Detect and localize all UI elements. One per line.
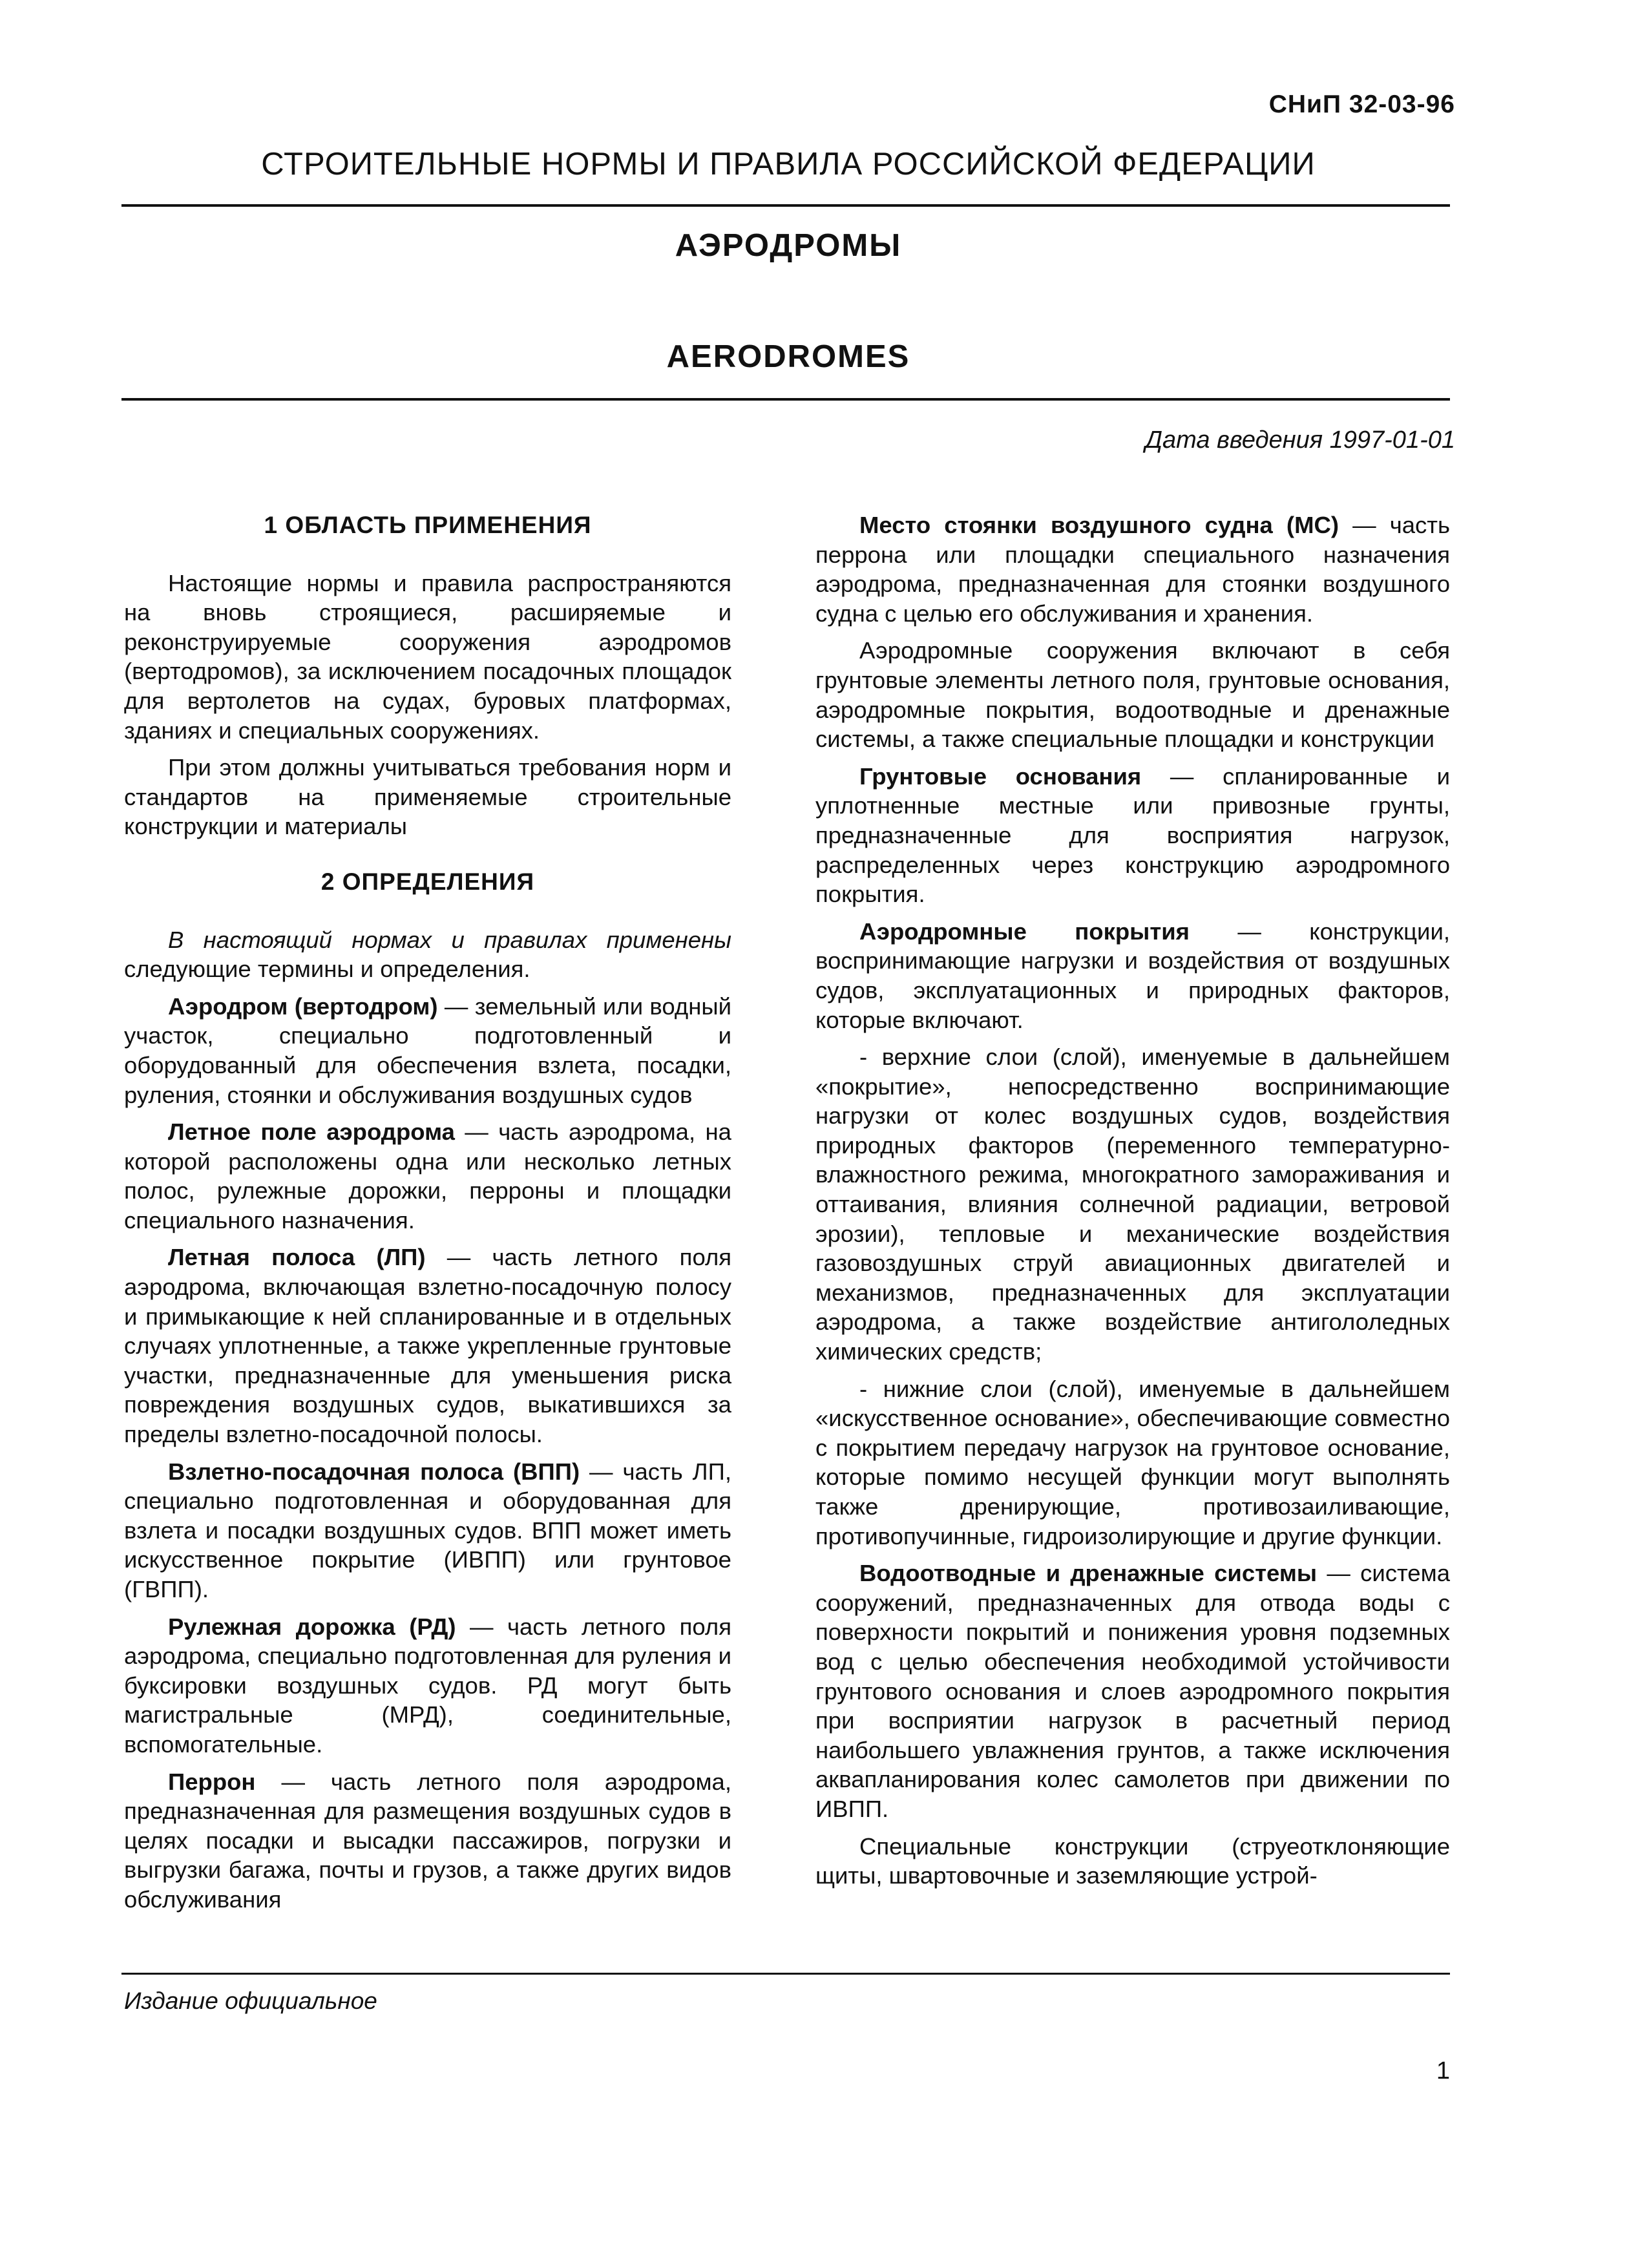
- definition-text: — спланированные и уплотненные местные или привозные грунты, предназначенные для восприятия нагрузок, распределенных через конструкцию аэродромного покрытия.: [815, 762, 1451, 908]
- definition-term: Место стоянки воздушного судна (МС): [859, 512, 1339, 538]
- upper-layers-item: - верхние слои (слой), именуемые в дальнейшем «покрытие», непосредственно воспринимающие нагрузки от колес воздушных судов, воздействия природных факторов (переменного температурно-влажностного режима, многократного замораживания и оттаивания, влияния солнечной радиации, ветровой эрозии), тепловые и механические воздействия газовоздушных струй авиационных двигателей и механизмов, предназначенных для эксплуатации аэродрома, а также воздействие антигололедных химических средств;: [815, 1044, 1450, 1365]
- definition-term: Водоотводные и дренажные системы: [859, 1560, 1318, 1587]
- definition-term: Аэродром (вертодром): [168, 992, 438, 1020]
- definition-term: Аэродромные покрытия: [859, 918, 1190, 945]
- definition-term: Летная полоса (ЛП): [168, 1244, 426, 1271]
- definition-text: — конструкции, воспринимающие нагрузки и воздействия от воздушных судов, эксплуатационных и природных факторов, которые включают.: [815, 918, 1450, 1033]
- definition-taxiway: [124, 1612, 731, 1759]
- definition-text: — часть перрона или площадки специального назначения аэродрома, предназначенная для стоянки воздушного судна с целью его обслуживания и хранения.: [815, 512, 1450, 627]
- definition-aerodrome: [124, 992, 731, 1109]
- definitions-intro-rest: следующие термины и определения.: [124, 956, 530, 983]
- definition-text: — система сооружений, предназначенных для отвода воды с поверхности покрытий и понижения уровня подземных вод с целью обеспечения необходимой устойчивости грунтового основания и слоев аэродромного покрытия при восприятии нагрузок в расчетный период наибольшего увлажнения грунтов, а также исключения аквапланирования колес самолетов при движении по ИВПП.: [815, 1560, 1450, 1822]
- definition-flight-strip: [124, 1243, 731, 1449]
- definition-term: Грунтовые основания: [859, 762, 1142, 790]
- document-title-en: AERODROMES: [666, 339, 910, 374]
- lower-layers-item: - нижние слои (слой), именуемые в дальнейшем «искусственное основание», обеспечивающие совместно с покрытием передачу нагрузок на грунтовое основание, которые помимо несущей функции могут выполнять также дренирующие, противозаиливающие, противопучинные, гидроизолирующие и другие функции.: [815, 1375, 1450, 1549]
- definition-ground-base: [815, 762, 1450, 909]
- top-rule: [121, 204, 1450, 207]
- right-column: [815, 510, 1450, 1898]
- special-structures-paragraph: Специальные конструкции (струеотклоняющие щиты, швартовочные и заземляющие устрой-: [815, 1832, 1450, 1889]
- definition-text: — земельный или водный участок, специально подготовленный и оборудованный для обеспечения взлета, посадки, руления, стоянки и обслуживания воздушных судов: [124, 992, 731, 1108]
- footer-rule: [121, 1973, 1450, 1975]
- definition-airfield: [124, 1117, 731, 1235]
- introduction-date: Дата введения 1997-01-01: [1145, 426, 1455, 454]
- definition-text: — часть летного поля аэродрома, предназначенная для размещения воздушных судов в целях посадки и высадки пассажиров, погрузки и выгрузки багажа, почты и грузов, а также других видов обслуживания: [124, 1768, 731, 1913]
- scope-paragraph-2: При этом должны учитываться требования норм и стандартов на применяемые строительные конструкции и материалы: [124, 754, 731, 840]
- section-heading-definitions: 2 ОПРЕДЕЛЕНИЯ: [320, 868, 535, 895]
- definitions-intro-italic: В настоящий нормах и правилах применены: [168, 926, 731, 953]
- definition-text: — часть аэродрома, на которой расположены одна или несколько летных полос, рулежные дорожки, перроны и площадки специального назначения.: [124, 1118, 731, 1234]
- section-heading-scope: 1 ОБЛАСТЬ ПРИМЕНЕНИЯ: [264, 512, 592, 538]
- page-number: 1: [1436, 2057, 1450, 2084]
- definitions-intro: [124, 925, 731, 984]
- official-edition-note: Издание официальное: [124, 1988, 377, 2014]
- definition-term: Летное поле аэродрома: [168, 1118, 455, 1146]
- aerodrome-structures-paragraph: Аэродромные сооружения включают в себя грунтовые элементы летного поля, грунтовые основания, аэродромные покрытия, водоотводные и дренажные системы, а также специальные площадки и конструкции: [815, 637, 1450, 753]
- definition-aircraft-stand: [815, 510, 1450, 628]
- definition-pavements: [815, 917, 1450, 1034]
- definition-runway: [124, 1457, 731, 1604]
- definition-text: — часть летного поля аэродрома, специально подготовленная для руления и буксировки воздушных судов. РД могут быть магистральные (МРД), соединительные, вспомогательные.: [124, 1613, 731, 1758]
- left-column: [124, 510, 731, 1922]
- standard-title: СТРОИТЕЛЬНЫЕ НОРМЫ И ПРАВИЛА РОССИЙСКОЙ ФЕДЕРАЦИИ: [261, 147, 1316, 182]
- document-title-ru: АЭРОДРОМЫ: [675, 228, 902, 263]
- definition-text: — часть ЛП, специально подготовленная и оборудованная для взлета и посадки воздушных судов. ВПП может иметь искусственное покрытие (ИВПП) или грунтовое (ГВПП).: [124, 1458, 731, 1602]
- document-code: СНиП 32-03-96: [1268, 90, 1455, 118]
- definition-term: Перрон: [168, 1768, 256, 1795]
- scope-paragraph-1: Настоящие нормы и правила распространяются на вновь строящиеся, расширяемые и реконструируемые сооружения аэродромов (вертодромов), за исключением посадочных площадок для вертолетов на судах, буровых платформах, зданиях и специальных сооружениях.: [124, 569, 731, 744]
- definition-term: Взлетно-посадочная полоса (ВПП): [168, 1458, 580, 1485]
- definition-drainage-systems: [815, 1559, 1450, 1823]
- definition-term: Рулежная дорожка (РД): [168, 1613, 456, 1640]
- definition-apron: [124, 1767, 731, 1915]
- title-rule: [121, 398, 1450, 401]
- definition-text: — часть летного поля аэродрома, включающая взлетно-посадочную полосу и примыкающие к ней спланированные и в отдельных случаях уплотненные, а также укрепленные грунтовые участки, предназначенные для уменьшения риска повреждения воздушных судов, выкатившихся за пределы взлетно-посадочной полосы.: [124, 1244, 732, 1448]
